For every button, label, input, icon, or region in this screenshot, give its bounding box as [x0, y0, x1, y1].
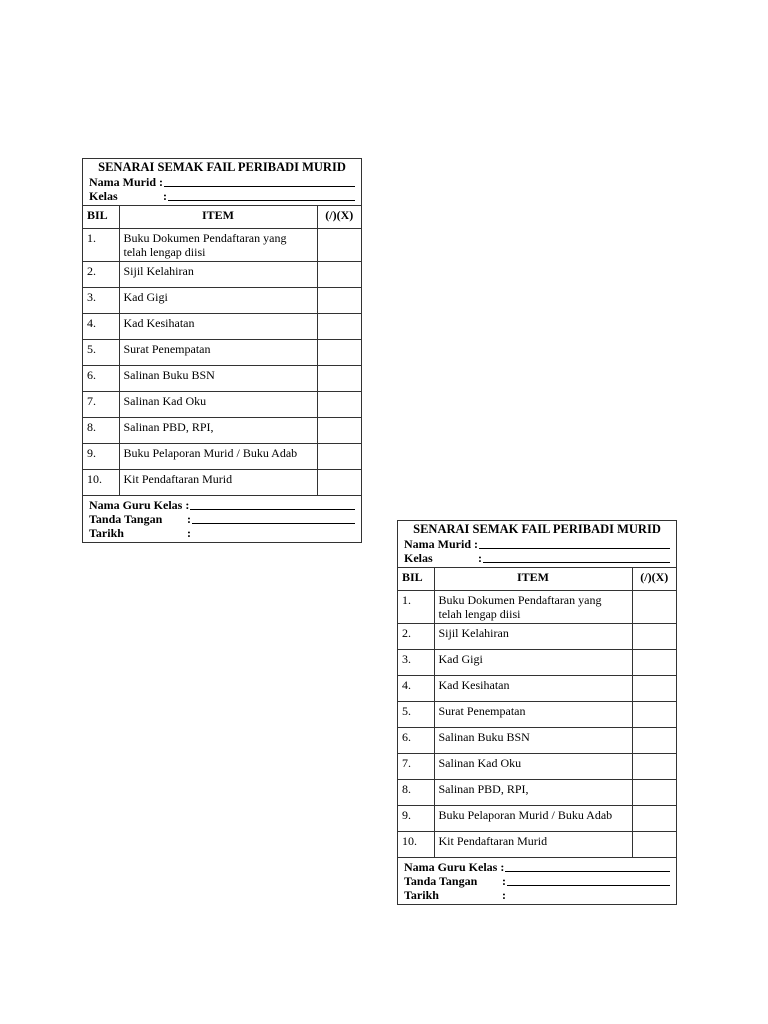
row-item: Salinan Kad Oku [119, 392, 317, 418]
nama-murid-label: Nama Murid : [404, 537, 478, 551]
row-bil: 9. [398, 806, 434, 832]
row-mark-cell[interactable] [317, 288, 361, 314]
row-mark-cell[interactable] [632, 728, 676, 754]
row-bil: 4. [398, 676, 434, 702]
tanda-field [89, 512, 355, 526]
kelas-colon: : [163, 189, 167, 203]
table-row [398, 728, 676, 754]
nama-murid-label: Nama Murid : [89, 175, 163, 189]
guru-blank[interactable] [190, 498, 355, 510]
row-item: Kad Kesihatan [434, 676, 632, 702]
tarikh-colon: : [187, 526, 191, 540]
row-item: Salinan PBD, RPI, [434, 780, 632, 806]
row-mark-cell[interactable] [317, 444, 361, 470]
row-bil: 8. [398, 780, 434, 806]
row-item: Surat Penempatan [434, 702, 632, 728]
tanda-field [404, 874, 670, 888]
row-mark-cell[interactable] [317, 262, 361, 288]
form-title: SENARAI SEMAK FAIL PERIBADI MURID [98, 160, 346, 174]
row-mark-cell[interactable] [632, 676, 676, 702]
row-bil: 7. [398, 754, 434, 780]
guru-label: Nama Guru Kelas : [404, 860, 505, 874]
tanda-blank[interactable] [192, 512, 355, 524]
row-item: Kad Gigi [119, 288, 317, 314]
guru-field [404, 860, 670, 874]
form-footer [398, 858, 676, 904]
row-bil: 7. [83, 392, 119, 418]
table-row [83, 418, 361, 444]
row-mark-cell[interactable] [632, 650, 676, 676]
col-header-bil: BIL [83, 206, 119, 229]
row-mark-cell[interactable] [632, 624, 676, 650]
table-row [83, 314, 361, 340]
row-bil: 5. [398, 702, 434, 728]
tanda-label: Tanda Tangan [404, 874, 478, 888]
row-item: Buku Pelaporan Murid / Buku Adab [119, 444, 317, 470]
guru-blank[interactable] [505, 860, 670, 872]
nama-murid-field [404, 537, 670, 551]
table-row [398, 780, 676, 806]
kelas-label: Kelas [89, 189, 118, 203]
checklist-table [83, 205, 361, 496]
row-item: Kad Kesihatan [119, 314, 317, 340]
table-row [398, 832, 676, 858]
table-row [83, 470, 361, 496]
table-header-row [83, 206, 361, 229]
row-bil: 3. [83, 288, 119, 314]
row-mark-cell[interactable] [317, 366, 361, 392]
table-row [83, 262, 361, 288]
row-mark-cell[interactable] [317, 314, 361, 340]
table-row [398, 806, 676, 832]
table-row [398, 754, 676, 780]
tarikh-label: Tarikh [404, 888, 439, 902]
row-bil: 10. [83, 470, 119, 496]
tanda-colon: : [502, 874, 506, 888]
form-footer [83, 496, 361, 542]
row-bil: 9. [83, 444, 119, 470]
col-header-bil: BIL [398, 568, 434, 591]
table-row [398, 624, 676, 650]
row-item: Sijil Kelahiran [119, 262, 317, 288]
row-item: Surat Penempatan [119, 340, 317, 366]
row-mark-cell[interactable] [632, 754, 676, 780]
col-header-mark: (/)(X) [317, 206, 361, 229]
tanda-label: Tanda Tangan [89, 512, 163, 526]
checklist-form-2 [397, 520, 677, 905]
row-mark-cell[interactable] [632, 591, 676, 624]
table-row [398, 591, 676, 624]
row-item: Kit Pendaftaran Murid [434, 832, 632, 858]
table-row [398, 650, 676, 676]
table-row [83, 392, 361, 418]
row-mark-cell[interactable] [632, 780, 676, 806]
row-item: Salinan Kad Oku [434, 754, 632, 780]
form-header [83, 159, 361, 205]
col-header-mark: (/)(X) [632, 568, 676, 591]
kelas-label: Kelas [404, 551, 433, 565]
row-mark-cell[interactable] [317, 392, 361, 418]
table-row [83, 229, 361, 262]
tarikh-field [404, 888, 670, 902]
col-header-item: ITEM [119, 206, 317, 229]
guru-label: Nama Guru Kelas : [89, 498, 190, 512]
row-bil: 2. [83, 262, 119, 288]
row-bil: 10. [398, 832, 434, 858]
row-bil: 8. [83, 418, 119, 444]
row-item: Buku Pelaporan Murid / Buku Adab [434, 806, 632, 832]
kelas-blank[interactable] [483, 551, 670, 563]
row-mark-cell[interactable] [317, 229, 361, 262]
guru-field [89, 498, 355, 512]
table-row [83, 444, 361, 470]
row-bil: 6. [398, 728, 434, 754]
row-bil: 4. [83, 314, 119, 340]
nama-murid-blank[interactable] [164, 175, 355, 187]
tarikh-colon: : [502, 888, 506, 902]
row-bil: 6. [83, 366, 119, 392]
row-item: Kit Pendaftaran Murid [119, 470, 317, 496]
row-item: Buku Dokumen Pendaftaran yang telah lengap diisi [434, 591, 632, 624]
row-bil: 1. [398, 591, 434, 624]
row-item: Salinan Buku BSN [434, 728, 632, 754]
row-bil: 3. [398, 650, 434, 676]
row-item: Salinan PBD, RPI, [119, 418, 317, 444]
row-mark-cell[interactable] [317, 418, 361, 444]
tanda-colon: : [187, 512, 191, 526]
table-row [83, 366, 361, 392]
table-header-row [398, 568, 676, 591]
tarikh-label: Tarikh [89, 526, 124, 540]
form-header [398, 521, 676, 567]
table-row [83, 340, 361, 366]
row-mark-cell[interactable] [632, 702, 676, 728]
row-bil: 5. [83, 340, 119, 366]
row-item: Kad Gigi [434, 650, 632, 676]
row-mark-cell[interactable] [317, 470, 361, 496]
row-bil: 2. [398, 624, 434, 650]
kelas-colon: : [478, 551, 482, 565]
table-row [83, 288, 361, 314]
kelas-field [89, 189, 355, 203]
col-header-item: ITEM [434, 568, 632, 591]
row-mark-cell[interactable] [632, 832, 676, 858]
checklist-table [398, 567, 676, 858]
form-title: SENARAI SEMAK FAIL PERIBADI MURID [413, 522, 661, 536]
table-row [398, 676, 676, 702]
nama-murid-blank[interactable] [479, 537, 670, 549]
kelas-blank[interactable] [168, 189, 355, 201]
row-mark-cell[interactable] [317, 340, 361, 366]
tarikh-field [89, 526, 355, 540]
nama-murid-field [89, 175, 355, 189]
row-item: Sijil Kelahiran [434, 624, 632, 650]
kelas-field [404, 551, 670, 565]
table-row [398, 702, 676, 728]
tanda-blank[interactable] [507, 874, 670, 886]
row-item: Buku Dokumen Pendaftaran yang telah lengap diisi [119, 229, 317, 262]
checklist-form-1 [82, 158, 362, 543]
row-bil: 1. [83, 229, 119, 262]
row-item: Salinan Buku BSN [119, 366, 317, 392]
row-mark-cell[interactable] [632, 806, 676, 832]
